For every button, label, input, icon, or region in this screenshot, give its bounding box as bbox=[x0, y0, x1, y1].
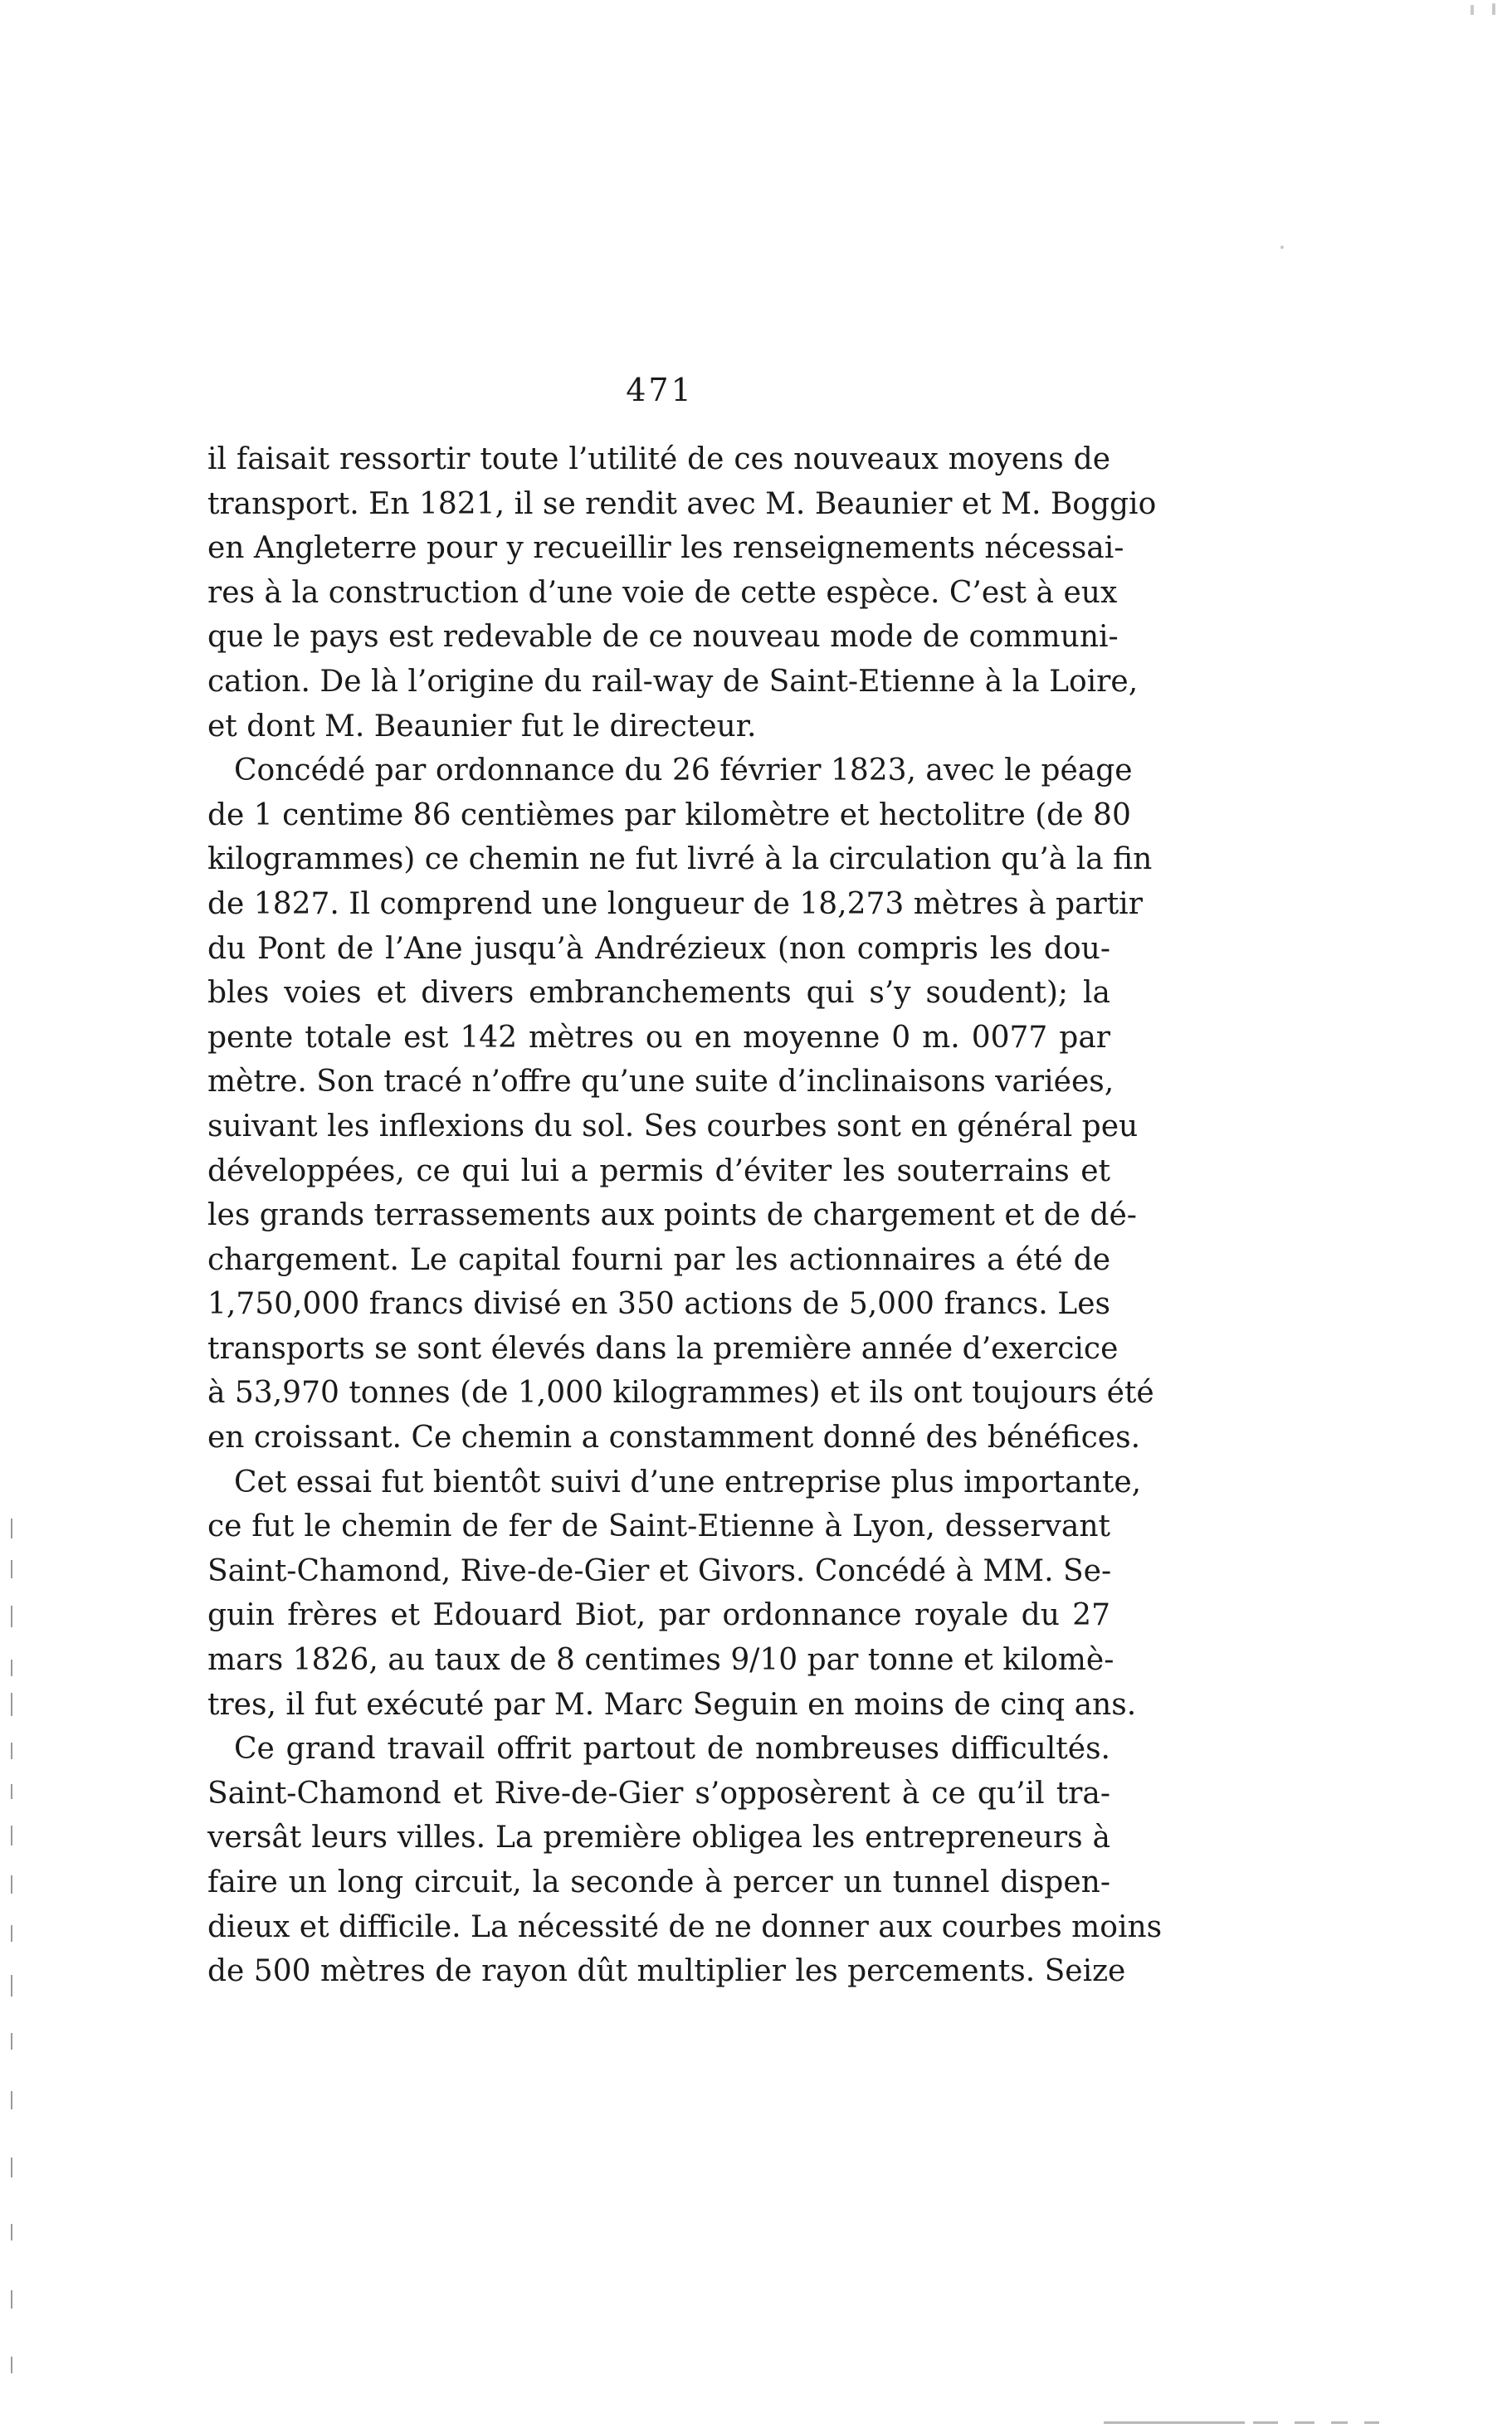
page-number: 471 bbox=[626, 372, 694, 408]
text-line: cation. De là l’origine du rail-way de Saint-Etienne à la Loire, bbox=[207, 664, 1139, 699]
scan-margin-mark bbox=[11, 2091, 12, 2109]
scan-margin-mark bbox=[11, 1743, 12, 1759]
text-line: Saint-Chamond et Rive-de-Gier s’opposèrent à ce qu’il tra- bbox=[207, 1776, 1110, 1811]
text-line: les grands terrassements aux points de chargement et de dé- bbox=[207, 1198, 1137, 1233]
text-line: pente totale est 142 mètres ou en moyenne 0 m. 0077 par bbox=[207, 1020, 1110, 1055]
paragraph-start-line: Cet essai fut bientôt suivi d’une entreprise plus importante, bbox=[234, 1465, 1142, 1499]
text-line: versât leurs villes. La première obligea les entrepreneurs à bbox=[207, 1821, 1110, 1855]
text-line: de 1 centime 86 centièmes par kilomètre et hectolitre (de 80 bbox=[207, 797, 1131, 832]
paragraph-start-line: Concédé par ordonnance du 26 février 1823, avec le péage bbox=[234, 753, 1133, 788]
text-line: faire un long circuit, la seconde à percer un tunnel dispen- bbox=[207, 1865, 1110, 1899]
text-line: de 1827. Il comprend une longueur de 18,273 mètres à partir bbox=[207, 886, 1143, 921]
scan-margin-mark bbox=[11, 1519, 12, 1538]
scan-margin-mark bbox=[11, 1975, 12, 1997]
text-line: il faisait ressortir toute l’utilité de ces nouveaux moyens de bbox=[207, 442, 1110, 476]
text-line: que le pays est redevable de ce nouveau mode de communi- bbox=[207, 620, 1119, 655]
text-line: chargement. Le capital fourni par les actionnaires a été de bbox=[207, 1242, 1110, 1277]
text-line: 1,750,000 francs divisé en 350 actions de 5,000 francs. Les bbox=[207, 1287, 1110, 1322]
scan-bottom-edge bbox=[1253, 2421, 1278, 2424]
text-line: en Angleterre pour y recueillir les renseignements nécessai- bbox=[207, 531, 1124, 566]
scan-speck bbox=[1492, 3, 1495, 15]
body-text bbox=[207, 437, 1163, 1994]
text-line: transports se sont élevés dans la première année d’exercice bbox=[207, 1331, 1119, 1366]
scan-bottom-edge bbox=[1331, 2421, 1348, 2424]
scan-margin-mark bbox=[11, 2033, 12, 2050]
scan-margin-mark bbox=[11, 1660, 12, 1676]
paragraph-start-line: Ce grand travail offrit partout de nombreuses difficultés. bbox=[234, 1732, 1110, 1767]
scan-speck bbox=[1280, 246, 1284, 249]
text-line: suivant les inflexions du sol. Ses courbes sont en général peu bbox=[207, 1109, 1139, 1143]
text-line: dieux et difficile. La nécessité de ne donner aux courbes moins bbox=[207, 1909, 1163, 1944]
scan-speck bbox=[1471, 5, 1474, 15]
text-line: mars 1826, au taux de 8 centimes 9/10 par tonne et kilomè- bbox=[207, 1643, 1114, 1678]
text-line: en croissant. Ce chemin a constamment donné des bénéfices. bbox=[207, 1421, 1141, 1455]
scan-margin-mark bbox=[11, 1606, 12, 1627]
text-line: à 53,970 tonnes (de 1,000 kilogrammes) et ils ont toujours été bbox=[207, 1376, 1154, 1411]
text-line: kilogrammes) ce chemin ne fut livré à la circulation qu’à la fin bbox=[207, 842, 1153, 877]
scan-margin-mark bbox=[11, 2357, 12, 2373]
scan-margin-mark bbox=[11, 1875, 12, 1894]
text-line: de 500 mètres de rayon dût multiplier les percements. Seize bbox=[207, 1954, 1126, 1989]
scan-margin-mark bbox=[11, 1826, 12, 1845]
scan-bottom-edge bbox=[1295, 2421, 1314, 2424]
scan-margin-mark bbox=[11, 1560, 12, 1578]
scan-margin-mark bbox=[11, 2224, 12, 2240]
text-line: guin frères et Edouard Biot, par ordonnance royale du 27 bbox=[207, 1598, 1110, 1633]
scan-margin-mark bbox=[11, 2158, 12, 2177]
text-line: bles voies et divers embranchements qui s’y soudent); la bbox=[207, 976, 1110, 1011]
scan-bottom-edge bbox=[1104, 2421, 1245, 2424]
scan-margin-mark bbox=[11, 1784, 12, 1799]
text-line: mètre. Son tracé n’offre qu’une suite d’inclinaisons variées, bbox=[207, 1065, 1114, 1099]
text-line: ce fut le chemin de fer de Saint-Etienne à Lyon, desservant bbox=[207, 1509, 1110, 1544]
scan-bottom-edge bbox=[1364, 2421, 1379, 2424]
text-line: tres, il fut exécuté par M. Marc Seguin en moins de cinq ans. bbox=[207, 1687, 1137, 1722]
scan-margin-mark bbox=[11, 2290, 12, 2309]
text-line: du Pont de l’Ane jusqu’à Andrézieux (non compris les dou- bbox=[207, 931, 1110, 966]
scan-margin-mark bbox=[11, 1925, 12, 1942]
scan-margin-mark bbox=[11, 1693, 12, 1716]
text-line: Saint-Chamond, Rive-de-Gier et Givors. Concédé à MM. Se- bbox=[207, 1553, 1112, 1588]
text-line: transport. En 1821, il se rendit avec M. Beaunier et M. Boggio bbox=[207, 486, 1157, 521]
text-line: et dont M. Beaunier fut le directeur. bbox=[207, 709, 757, 744]
text-line: développées, ce qui lui a permis d’éviter les souterrains et bbox=[207, 1153, 1110, 1188]
text-line: res à la construction d’une voie de cette espèce. C’est à eux bbox=[207, 575, 1118, 610]
